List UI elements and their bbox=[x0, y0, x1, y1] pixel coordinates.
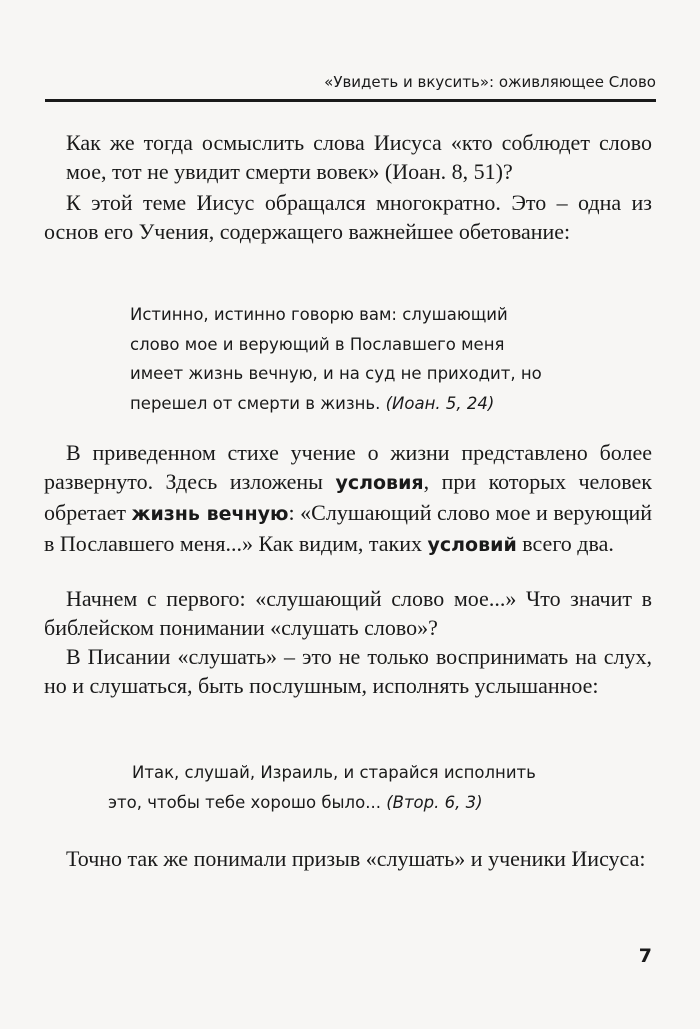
scripture-quote-1 bbox=[130, 300, 560, 418]
paragraph-4 bbox=[44, 584, 652, 642]
text-block-3 bbox=[44, 438, 652, 560]
emphasis-conditions: условия bbox=[335, 472, 424, 494]
emphasis-conditions-2: условий bbox=[427, 534, 517, 556]
text-block-4 bbox=[44, 584, 652, 642]
paragraph-3-part-c: , при которых человек обретает bbox=[44, 469, 652, 525]
paragraph-5-text: В Писании «слушать» – это не только воспринимать на слух, но и слушаться, быть послушным, исполнять услышанное: bbox=[44, 644, 652, 698]
header-rule bbox=[45, 99, 656, 102]
paragraph-5 bbox=[44, 642, 652, 700]
scripture-quote-2 bbox=[108, 758, 568, 817]
quote-2-reference: (Втор. 6, 3) bbox=[386, 792, 483, 812]
paragraph-3-part-a: В приведенном стихе учение о жизни представлено более развернуто. Здесь изложены bbox=[44, 440, 652, 494]
emphasis-eternal-life: жизнь вечную bbox=[131, 503, 289, 525]
paragraph-6-text: Точно так же понимали призыв «слушать» и ученики Иисуса: bbox=[66, 846, 646, 871]
paragraph-1-text: Как же тогда осмыслить слова Иисуса «кто соблюдет слово мое, тот не увидит смерти вовек» (Иоан. 8, 51)? bbox=[66, 130, 652, 184]
paragraph-2-text: К этой теме Иисус обращался многократно. Это – одна из основ его Учения, содержащего важнейшее обетование: bbox=[44, 190, 652, 244]
paragraph-3-part-d: : «Слушающий слово мое и верующий в Пославшего меня...» Как видим, таких bbox=[44, 500, 652, 556]
quote-2 bbox=[108, 758, 568, 817]
quote-2-text: Итак, слушай, Израиль, и старайся исполнить это, чтобы тебе хорошо было... bbox=[108, 763, 536, 812]
text-block-2 bbox=[44, 188, 652, 246]
text-block-5 bbox=[44, 642, 652, 700]
running-header: «Увидеть и вкусить»: оживляющее Слово bbox=[324, 73, 656, 91]
paragraph-6 bbox=[44, 844, 652, 873]
quote-1-reference: (Иоан. 5, 24) bbox=[385, 393, 495, 413]
paragraph-3 bbox=[44, 438, 652, 560]
text-block-6 bbox=[44, 844, 652, 873]
quote-1 bbox=[130, 300, 560, 418]
text-block-1 bbox=[66, 128, 652, 186]
paragraph-1 bbox=[66, 128, 652, 186]
paragraph-4-text: Начнем с первого: «слушающий слово мое...» Что значит в библейском понимании «слушать слово»? bbox=[44, 586, 652, 640]
page-number: 7 bbox=[638, 945, 652, 967]
paragraph-2 bbox=[44, 188, 652, 246]
paragraph-3-part-e: всего два. bbox=[516, 531, 614, 556]
quote-1-text: Истинно, истинно говорю вам: слушающий слово мое и верующий в Пославшего меня имеет жизнь вечную, и на суд не приходит, но перешел от смерти в жизнь. bbox=[130, 305, 542, 413]
